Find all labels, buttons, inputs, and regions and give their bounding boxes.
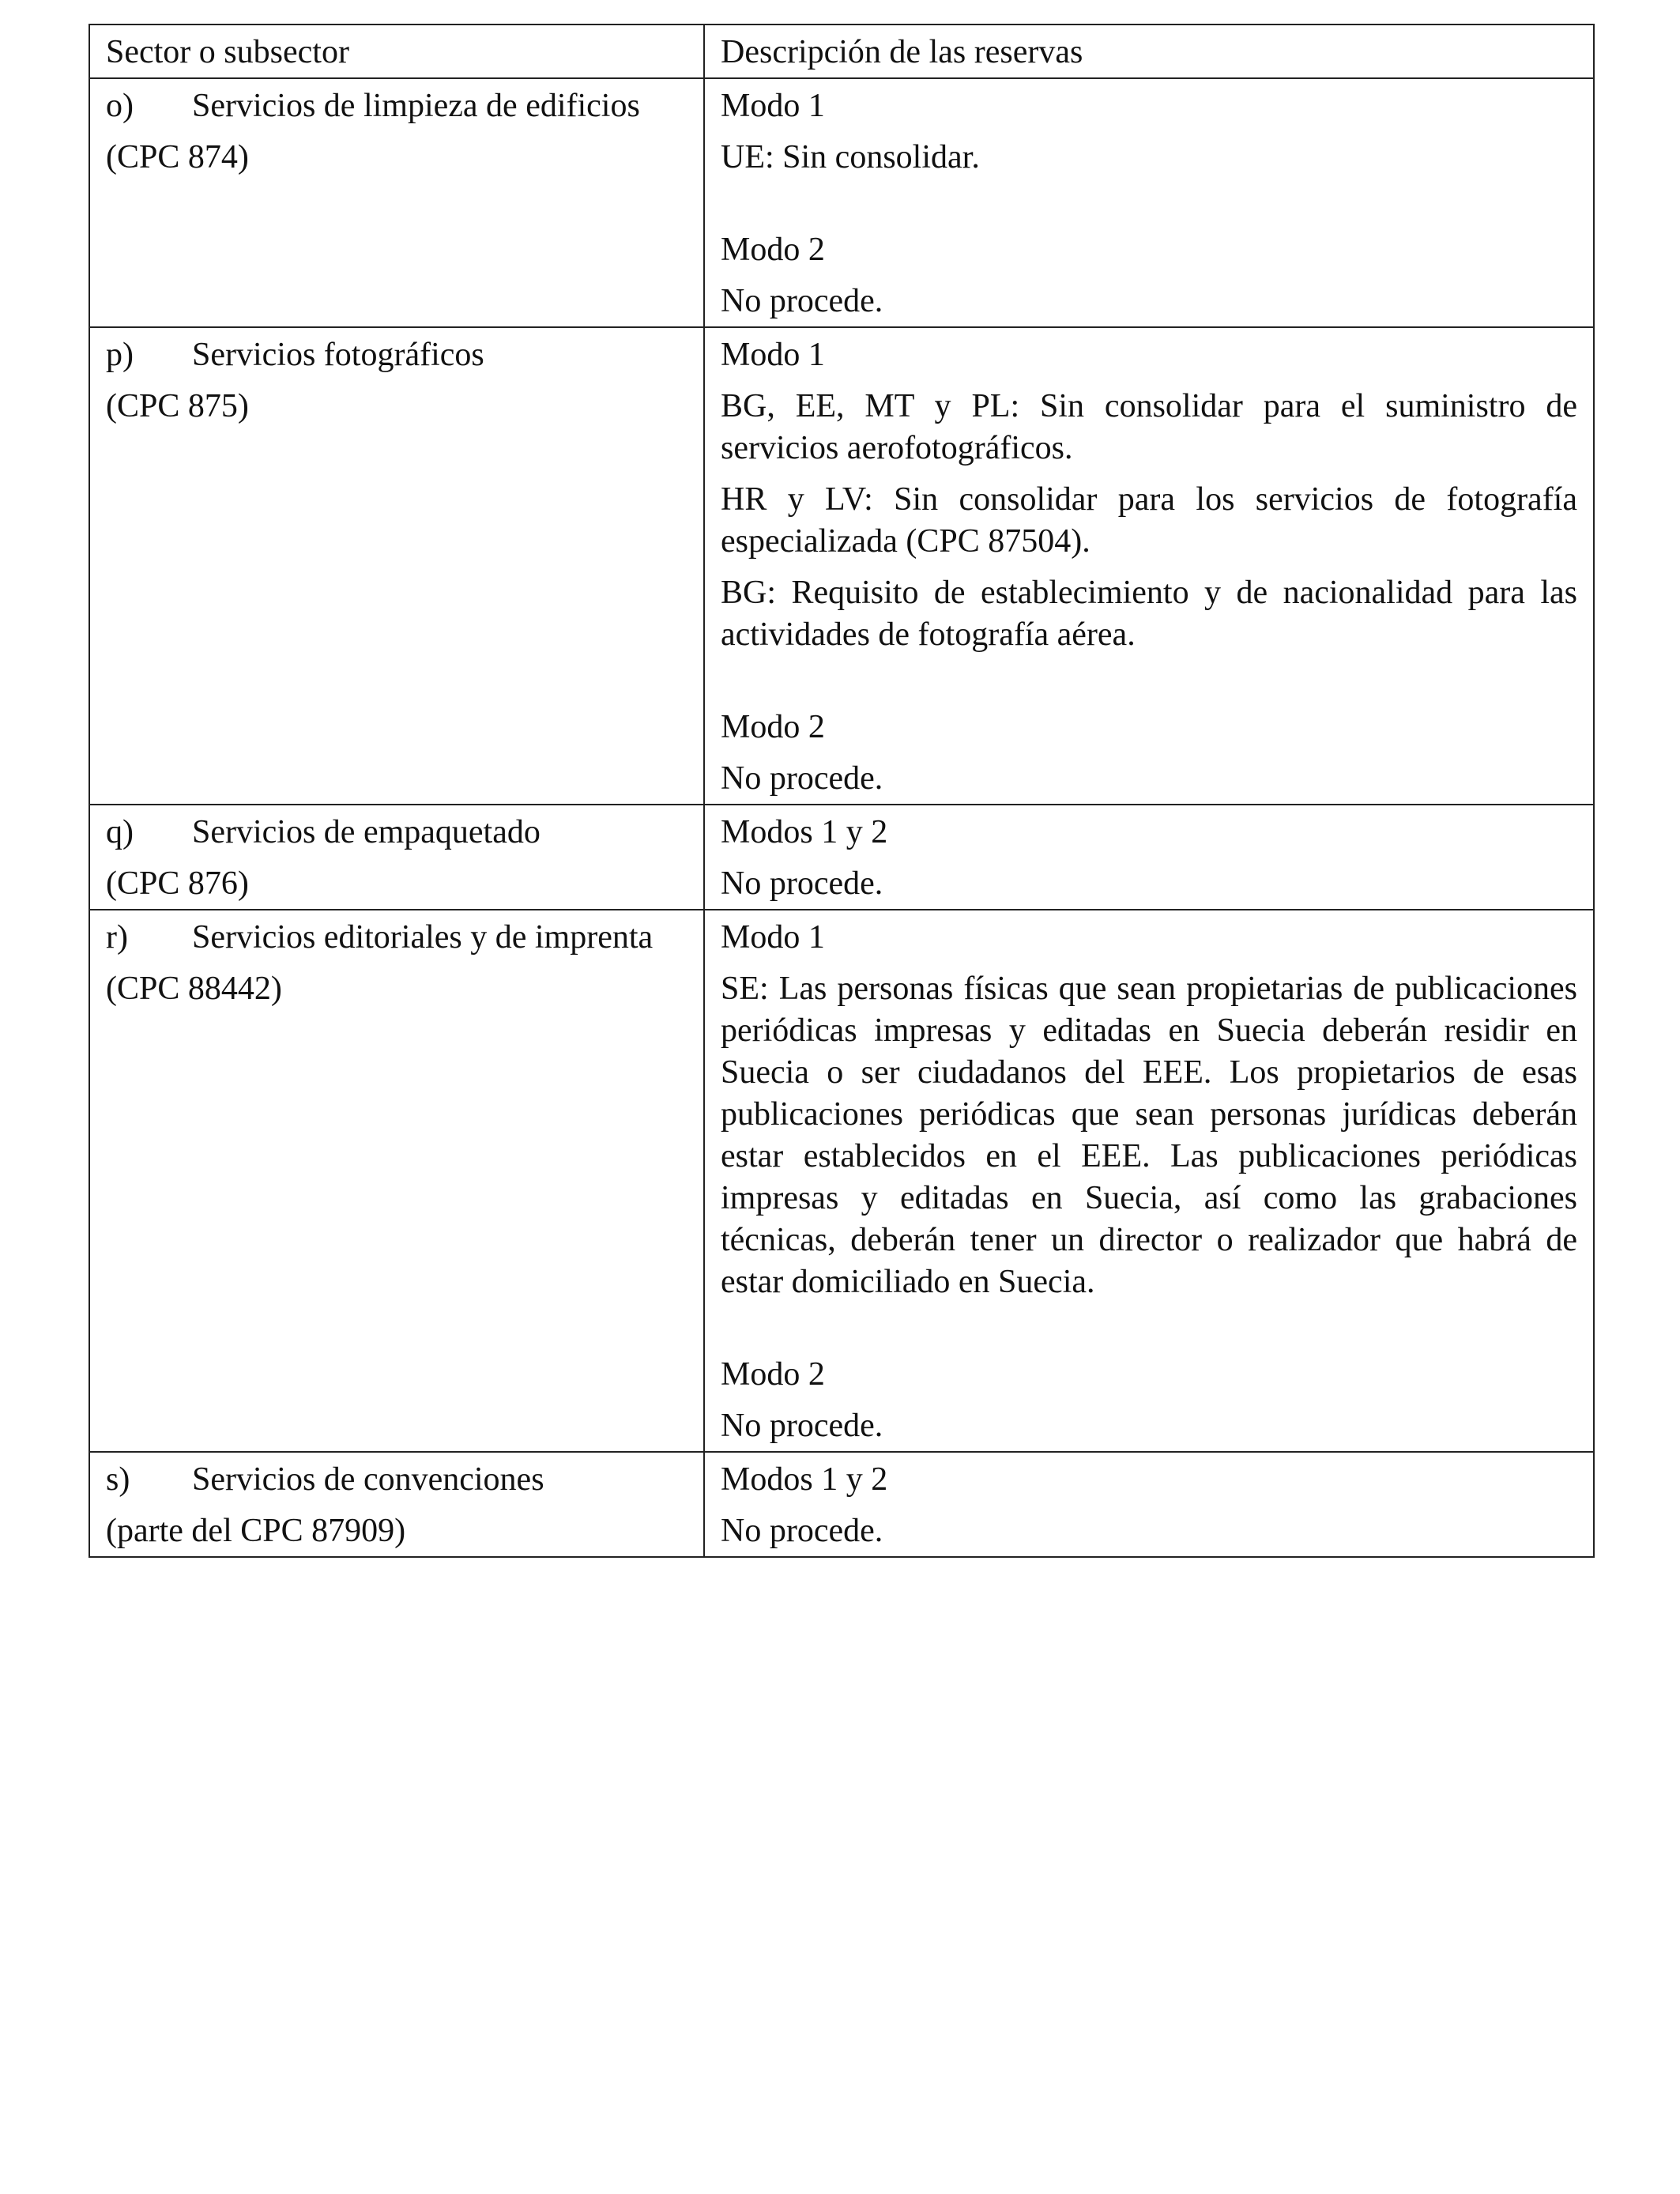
reservations-table — [89, 24, 1595, 1558]
table-row — [89, 327, 1594, 805]
mode-1-title: Modo 1 — [721, 919, 825, 956]
sector-code: (CPC 874) — [106, 139, 249, 175]
mode-2-text: No procede. — [721, 1408, 883, 1444]
mode-2-title: Modo 2 — [721, 1356, 825, 1393]
table-row — [89, 805, 1594, 910]
sector-letter: s) — [106, 1461, 130, 1498]
sector-heading — [106, 917, 687, 959]
sector-heading — [106, 334, 687, 376]
sector-heading — [106, 85, 687, 127]
sector-letter: r) — [106, 919, 128, 956]
mode-1-text: UE: Sin consolidar. — [721, 139, 980, 175]
sector-name: Servicios fotográficos — [192, 337, 484, 373]
modes-title: Modos 1 y 2 — [721, 814, 888, 850]
sector-letter: p) — [106, 337, 134, 373]
description-cell — [704, 327, 1594, 805]
header-description-label: Descripción de las reservas — [721, 34, 1083, 70]
sector-letter: o) — [106, 88, 134, 124]
sector-heading — [106, 812, 687, 854]
sector-name: Servicios de convenciones — [192, 1461, 544, 1498]
sector-cell — [89, 327, 704, 805]
description-cell — [704, 805, 1594, 910]
table-row — [89, 910, 1594, 1452]
mode-2-text: No procede. — [721, 760, 883, 797]
table-header-row — [89, 25, 1594, 78]
sector-letter: q) — [106, 814, 134, 850]
modes-text: No procede. — [721, 865, 883, 902]
sector-cell — [89, 1452, 704, 1557]
mode-2-text: No procede. — [721, 283, 883, 319]
mode-1-paragraph-3: BG: Requisito de establecimiento y de nacionalidad para las actividades de fotografía aérea. — [721, 575, 1577, 653]
modes-text: No procede. — [721, 1513, 883, 1549]
description-cell — [704, 910, 1594, 1452]
mode-1-paragraph-1: SE: Las personas físicas que sean propietarias de publicaciones periódicas impresas y editadas en Suecia deberán residir en Suecia o ser ciudadanos del EEE. Los propietarios de esas publicaciones periódicas que sean personas jurídicas deberán estar establecidos en el EEE. Las publicaciones periódicas impresas y editadas en Suecia, así como las grabaciones técnicas, deberán tener un director o realizador que habrá de estar domiciliado en Suecia. — [721, 971, 1577, 1300]
sector-code: (CPC 875) — [106, 388, 249, 424]
mode-1-paragraph-2: HR y LV: Sin consolidar para los servicios de fotografía especializada (CPC 87504). — [721, 481, 1577, 560]
modes-title: Modos 1 y 2 — [721, 1461, 888, 1498]
header-description-cell — [704, 25, 1594, 78]
sector-name: Servicios de limpieza de edificios — [192, 88, 640, 124]
sector-code: (parte del CPC 87909) — [106, 1513, 406, 1549]
sector-code: (CPC 876) — [106, 865, 249, 902]
sector-cell — [89, 910, 704, 1452]
mode-1-paragraph-1: BG, EE, MT y PL: Sin consolidar para el suministro de servicios aerofotográficos. — [721, 388, 1577, 466]
sector-cell — [89, 78, 704, 327]
mode-1-title: Modo 1 — [721, 337, 825, 373]
sector-code: (CPC 88442) — [106, 971, 282, 1007]
header-sector-cell — [89, 25, 704, 78]
mode-1-title: Modo 1 — [721, 88, 825, 124]
header-sector-label: Sector o subsector — [106, 34, 349, 70]
sector-name: Servicios de empaquetado — [192, 814, 541, 850]
mode-2-title: Modo 2 — [721, 232, 825, 268]
sector-cell — [89, 805, 704, 910]
description-cell — [704, 78, 1594, 327]
sector-name: Servicios editoriales y de imprenta — [192, 919, 654, 956]
sector-heading — [106, 1459, 687, 1501]
table-row — [89, 78, 1594, 327]
description-cell — [704, 1452, 1594, 1557]
table-row — [89, 1452, 1594, 1557]
mode-2-title: Modo 2 — [721, 709, 825, 745]
